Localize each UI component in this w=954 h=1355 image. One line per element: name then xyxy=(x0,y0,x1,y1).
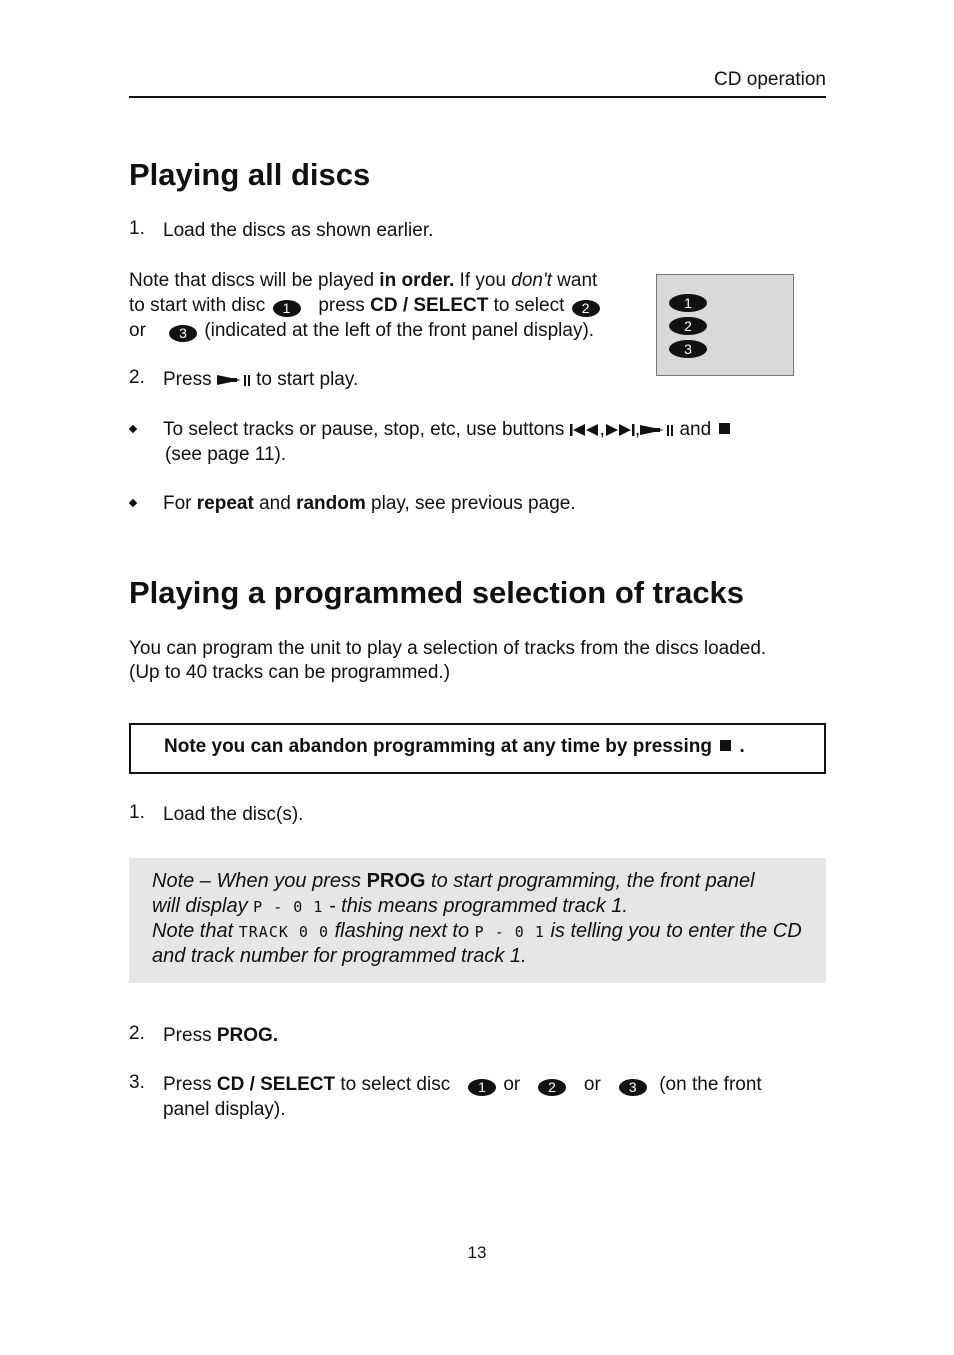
disc-1-icon: 1 xyxy=(273,300,301,317)
step-text-continued: panel display). xyxy=(163,1099,286,1120)
step-number: 1. xyxy=(129,802,145,823)
step-number: 2. xyxy=(129,1023,145,1044)
step-text: Load the disc(s). xyxy=(163,804,304,825)
gray-note-line-2: will display P - 0 1 - this means programmed track 1. xyxy=(152,895,628,917)
intro-line-1: You can program the unit to play a selection of tracks from the discs loaded. xyxy=(129,638,767,659)
bullet-text: For repeat and random play, see previous page. xyxy=(163,493,576,514)
lcd-text: P - 0 1 xyxy=(474,923,545,941)
section-name: CD operation xyxy=(714,69,826,90)
note-line-3: or 3 (indicated at the left of the front panel display). xyxy=(129,320,595,341)
stop-icon xyxy=(720,740,731,751)
panel-disc-1-icon: 1 xyxy=(669,294,707,312)
disc-2-icon: 2 xyxy=(572,300,600,317)
stop-icon xyxy=(719,423,730,434)
intro-line-2: (Up to 40 tracks can be programmed.) xyxy=(129,662,451,683)
note-text: Note you can abandon programming at any time by pressing . xyxy=(164,736,745,757)
bullet-text: To select tracks or pause, stop, etc, use buttons , , and xyxy=(163,417,733,442)
disc-1-icon: 1 xyxy=(468,1079,496,1096)
lcd-text: TRACK 0 0 xyxy=(238,923,330,941)
step-text: Load the discs as shown earlier. xyxy=(163,220,434,241)
step-number: 1. xyxy=(129,218,145,239)
gray-note-line-4: and track number for programmed track 1. xyxy=(152,945,527,967)
play-pause-icon xyxy=(640,423,674,437)
step-text: Press to start play. xyxy=(163,369,359,390)
page-number: 13 xyxy=(467,1243,487,1262)
note-line-1: Note that discs will be played in order. If you don't want xyxy=(129,270,598,291)
section-title-playing-all-discs: Playing all discs xyxy=(129,157,371,192)
bullet-icon xyxy=(129,499,137,507)
step-text: Press CD / SELECT to select disc 1 or 2 or 3 (on the front xyxy=(163,1074,762,1095)
step-number: 2. xyxy=(129,367,145,388)
panel-disc-2-icon: 2 xyxy=(669,317,707,335)
bullet-icon xyxy=(129,425,137,433)
page-header xyxy=(129,68,826,98)
play-pause-icon xyxy=(217,373,251,387)
panel-disc-3-icon: 3 xyxy=(669,340,707,358)
skip-back-icon xyxy=(570,423,600,437)
step-text: Press PROG. xyxy=(163,1025,279,1046)
bullet-text-continued: (see page 11). xyxy=(165,444,287,465)
section-title-programmed-selection: Playing a programmed selection of tracks xyxy=(129,575,745,610)
gray-note-line-3: Note that TRACK 0 0 flashing next to P - 0 1 is telling you to enter the CD xyxy=(152,920,802,942)
step-number: 3. xyxy=(129,1072,145,1093)
front-panel-display-illustration xyxy=(656,274,794,376)
abandon-programming-note-box xyxy=(129,723,826,774)
gray-note-line-1: Note – When you press PROG to start programming, the front panel xyxy=(152,870,755,892)
note-line-2: to start with disc 1 press CD / SELECT to select 2 xyxy=(129,293,602,318)
disc-3-icon: 3 xyxy=(169,325,197,342)
programming-note-box xyxy=(129,858,826,983)
disc-3-icon: 3 xyxy=(619,1079,647,1096)
disc-2-icon: 2 xyxy=(538,1079,566,1096)
skip-forward-icon xyxy=(605,423,635,437)
lcd-text: P - 0 1 xyxy=(253,898,324,916)
